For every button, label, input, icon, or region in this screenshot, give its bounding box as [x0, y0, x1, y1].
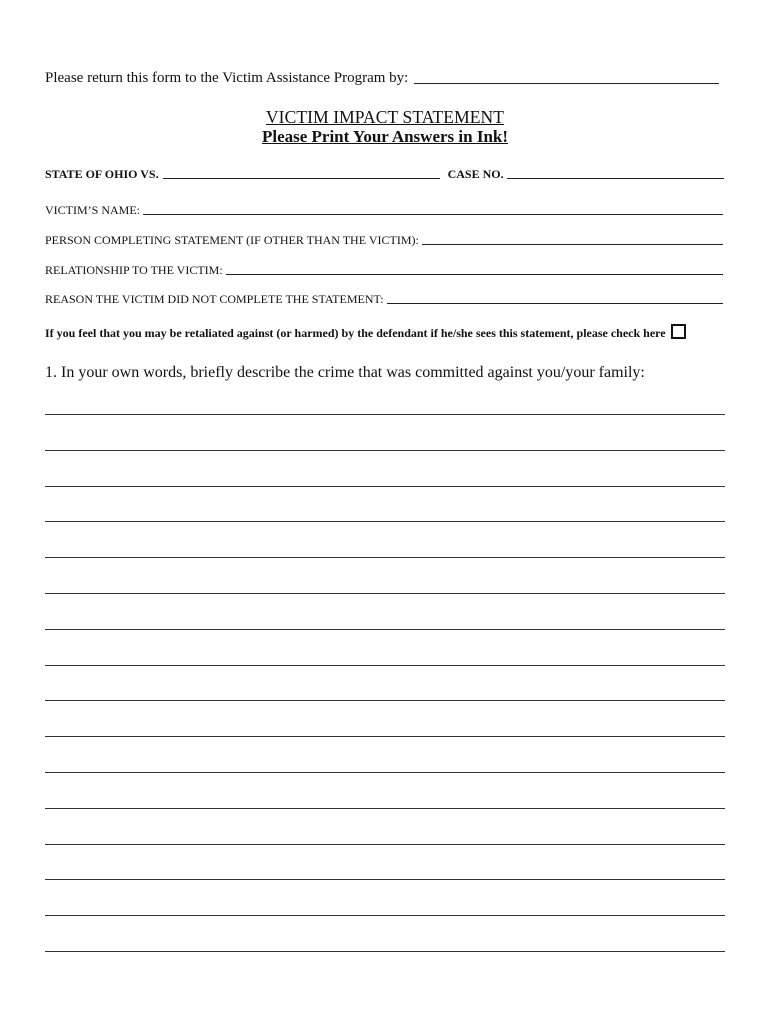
- answer-line[interactable]: [45, 844, 725, 845]
- return-deadline-blank[interactable]: [414, 82, 719, 84]
- reason-blank[interactable]: [387, 302, 723, 304]
- answer-line[interactable]: [45, 736, 725, 737]
- case-number-label: CASE NO.: [447, 167, 504, 181]
- form-subtitle: Please Print Your Answers in Ink!: [261, 127, 509, 146]
- answer-line[interactable]: [45, 665, 725, 666]
- return-deadline-label: Please return this form to the Victim Assistance Program by:: [45, 70, 409, 86]
- state-of-ohio-label: STATE OF OHIO VS.: [45, 167, 159, 181]
- answer-line[interactable]: [45, 951, 725, 952]
- relationship-blank[interactable]: [226, 273, 723, 275]
- answer-line[interactable]: [45, 450, 725, 451]
- answer-line[interactable]: [45, 557, 725, 558]
- retaliation-row: [45, 326, 686, 341]
- person-completing-blank[interactable]: [422, 243, 723, 245]
- reason-row: [45, 292, 723, 307]
- person-completing-row: [45, 233, 723, 248]
- answer-line[interactable]: [45, 593, 725, 594]
- answer-line[interactable]: [45, 414, 725, 415]
- answer-line[interactable]: [45, 879, 725, 880]
- retaliation-checkbox[interactable]: [671, 324, 686, 339]
- defendant-name-blank[interactable]: [163, 177, 440, 179]
- answer-line[interactable]: [45, 808, 725, 809]
- case-number-blank[interactable]: [507, 177, 724, 179]
- answer-line[interactable]: [45, 629, 725, 630]
- victim-name-label: VICTIM’S NAME:: [45, 203, 140, 217]
- answer-line[interactable]: [45, 521, 725, 522]
- reason-label: REASON THE VICTIM DID NOT COMPLETE THE STATEMENT:: [45, 292, 384, 306]
- victim-name-row: [45, 203, 723, 218]
- answer-line[interactable]: [45, 486, 725, 487]
- form-title: VICTIM IMPACT STATEMENT: [265, 107, 505, 127]
- question-1-text: 1. In your own words, briefly describe the crime that was committed against you/your family:: [45, 364, 645, 381]
- relationship-row: [45, 263, 723, 278]
- answer-line[interactable]: [45, 700, 725, 701]
- relationship-label: RELATIONSHIP TO THE VICTIM:: [45, 263, 223, 277]
- answer-line[interactable]: [45, 915, 725, 916]
- return-deadline-row: [45, 70, 719, 87]
- answer-line[interactable]: [45, 772, 725, 773]
- person-completing-label: PERSON COMPLETING STATEMENT (IF OTHER THAN THE VICTIM):: [45, 233, 419, 247]
- retaliation-text: If you feel that you may be retaliated against (or harmed) by the defendant if he/she sees this statement, please check here: [45, 326, 666, 340]
- victim-name-blank[interactable]: [143, 213, 723, 215]
- case-info-row: [45, 167, 724, 182]
